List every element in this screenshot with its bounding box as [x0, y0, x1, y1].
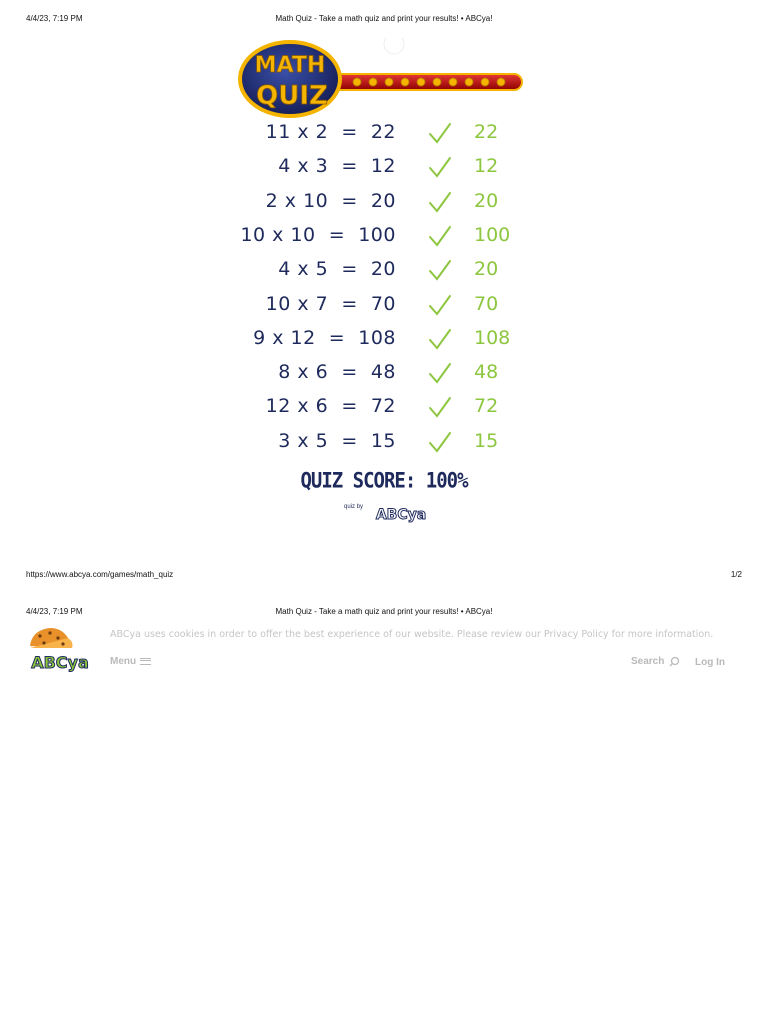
result-row — [0, 186, 768, 216]
result-row — [0, 254, 768, 284]
equation: 10 x 10 = 100 — [240, 223, 396, 246]
equation: 10 x 7 = 70 — [265, 292, 396, 315]
answer: 72 — [474, 395, 499, 418]
answer: 100 — [474, 223, 511, 246]
answer: 108 — [474, 326, 511, 349]
result-row — [0, 289, 768, 319]
equation: 9 x 12 = 108 — [253, 326, 396, 349]
result-row — [0, 220, 768, 250]
check-icon — [428, 258, 452, 282]
equation: 4 x 3 = 12 — [278, 155, 396, 178]
check-icon — [428, 155, 452, 179]
result-row — [0, 357, 768, 387]
abcya-site-logo[interactable] — [28, 624, 90, 672]
result-row — [0, 426, 768, 456]
cookie-icon — [30, 628, 73, 648]
answer: 12 — [474, 155, 499, 178]
search-label: Search — [631, 656, 665, 668]
check-icon — [428, 293, 452, 317]
check-icon — [428, 121, 452, 145]
menu-button[interactable] — [110, 656, 151, 667]
abcya-logo-small — [374, 504, 428, 524]
print-title: Math Quiz - Take a math quiz and print your results! • ABCya! — [275, 14, 493, 23]
check-icon — [428, 327, 452, 351]
equation: 2 x 10 = 20 — [265, 189, 396, 212]
answer: 20 — [474, 189, 499, 212]
equation: 8 x 6 = 48 — [278, 361, 396, 384]
print-page-number: 1/2 — [730, 570, 742, 579]
result-row — [0, 117, 768, 147]
print-timestamp: 4/4/23, 7:19 PM — [26, 14, 83, 23]
login-link[interactable]: Log In — [695, 657, 725, 668]
quiz-score: QUIZ SCORE: 100% — [300, 468, 468, 494]
search-button[interactable] — [631, 656, 680, 667]
print-url: https://www.abcya.com/games/math_quiz — [26, 570, 174, 579]
answer: 20 — [474, 258, 499, 281]
print-title: Math Quiz - Take a math quiz and print your results! • ABCya! — [275, 607, 493, 616]
logo-text-math: MATH — [254, 53, 326, 78]
equation: 11 x 2 = 22 — [265, 121, 396, 143]
answer: 70 — [474, 292, 499, 315]
quiz-by-label: quiz by — [344, 504, 364, 510]
result-row — [0, 323, 768, 353]
search-icon — [669, 656, 680, 667]
check-icon — [428, 361, 452, 385]
abcya-wordmark: ABCya — [31, 653, 89, 672]
answer: 15 — [474, 429, 499, 452]
logo-text-quiz: QUIZ — [256, 81, 328, 111]
math-quiz-logo — [236, 38, 526, 120]
result-row — [0, 151, 768, 181]
svg-text:ABCya: ABCya — [375, 507, 427, 523]
equation: 3 x 5 = 15 — [278, 429, 396, 452]
cookie-notice: ABCya uses cookies in order to offer the best experience of our website. Please review our Privacy Policy for more information. — [110, 629, 714, 640]
answer: 48 — [474, 361, 499, 384]
check-icon — [428, 224, 452, 248]
equation: 12 x 6 = 72 — [265, 395, 396, 418]
result-row — [0, 391, 768, 421]
check-icon — [428, 395, 452, 419]
print-timestamp: 4/4/23, 7:19 PM — [26, 607, 83, 616]
check-icon — [428, 190, 452, 214]
menu-label: Menu — [110, 656, 137, 667]
hamburger-icon — [140, 658, 151, 665]
check-icon — [428, 430, 452, 454]
equation: 4 x 5 = 20 — [278, 258, 396, 281]
answer: 22 — [474, 121, 499, 143]
